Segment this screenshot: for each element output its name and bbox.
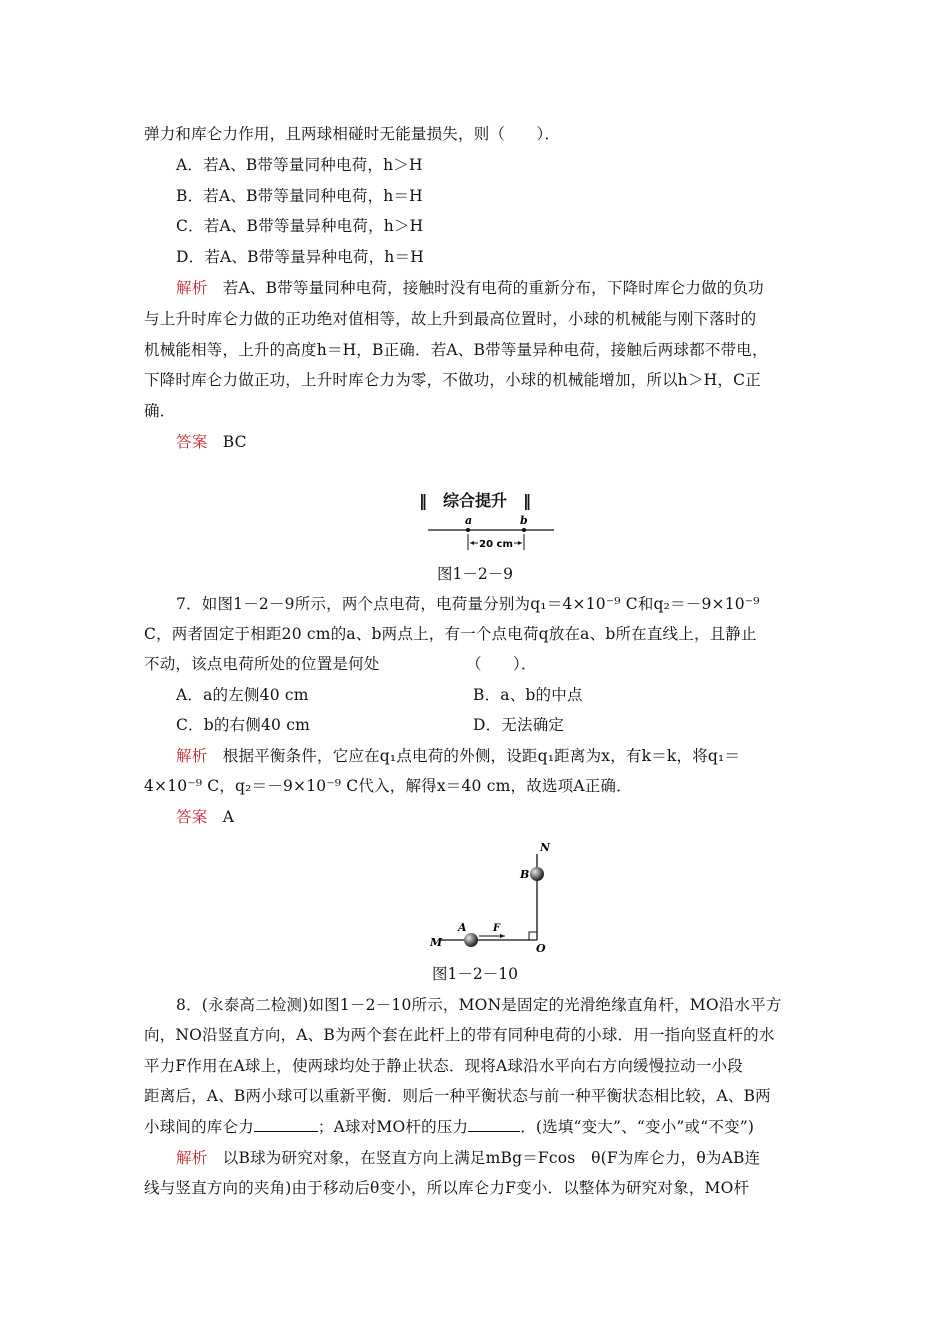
q6-answer-line: [176, 432, 810, 452]
fig9-caption: 图1－2－9: [436, 565, 514, 583]
q6-analysis-line-2: 与上升时库仑力做的正功绝对值相等，故上升到最高位置时，小球的机械能与刚下落时的: [144, 310, 757, 328]
q8-stem-line-5: 小球间的库仑力 ；A球对MO杆的压力 ．(选填“变大”、“变小”或“不变”): [144, 1118, 755, 1136]
q8-stem-line-4: 距离后，A、B两小球可以重新平衡．则后一种平衡状态与前一种平衡状态相比较，A、B两: [144, 1087, 771, 1105]
q6-analysis-line-4: 下降时库仑力做正功，上升时库仑力为零，不做功，小球的机械能增加，所以h＞H，C正: [144, 371, 761, 389]
q7-stem-line-2: C，两者固定于相距20 cm的a、b两点上，有一个点电荷q放在a、b所在直线上，且静止: [144, 625, 757, 643]
fig10-label-n: N: [540, 841, 551, 854]
q6-option-c: C．若A、B带等量异种电荷，h＞H: [176, 217, 424, 235]
fig9-point-b: [522, 528, 526, 532]
fig10-label-f: F: [493, 923, 501, 934]
fig10-right-angle-mark: [529, 932, 537, 940]
q7-answer: A: [222, 808, 235, 826]
fig10-label-m: M: [430, 936, 443, 949]
fig9-label-b: b: [520, 514, 528, 527]
q6-analysis-line-3: 机械能相等，上升的高度h＝H，B正确．若A、B带等量异种电荷，接触后两球都不带电，: [144, 341, 768, 359]
q6-analysis-label: 解析: [176, 279, 208, 297]
fig10-label-b: B: [520, 868, 530, 881]
fig9-distance-label: 20 cm: [479, 539, 513, 550]
q7-analysis-line-1: 解析 根据平衡条件，它应在q₁点电荷的外侧，设距q₁距离为x，有k＝k，将q₁＝: [176, 747, 741, 765]
fig10-label-a: A: [458, 921, 467, 934]
fig9-label-a: a: [465, 514, 473, 527]
section-title: ‖ 综合提升 ‖: [418, 491, 531, 510]
q6-analysis-line-1: 解析 若A、B带等量同种电荷，接触时没有电荷的重新分布，下降时库仑力做的负功: [176, 279, 764, 297]
q7-answer-line: [176, 807, 810, 827]
q8-analysis-line-1: 解析 以B球为研究对象，在竖直方向上满足mBg＝Fcos θ(F为库仑力，θ为AB连: [176, 1149, 761, 1167]
q6-analysis-line-5: 确．: [144, 402, 176, 420]
q7-option-c: C．b的右侧40 cm: [176, 716, 311, 734]
fig9-point-a: [466, 528, 470, 532]
q7-option-b: B．a、b的中点: [473, 686, 583, 704]
fig10-caption: 图1－2－10: [432, 965, 518, 983]
q7-analysis-line-2: 4×10⁻⁹ C，q₂＝－9×10⁻⁹ C代入，解得x＝40 cm，故选项A正确．: [144, 777, 632, 795]
q7-options-row-2: [176, 715, 810, 735]
q6-answer: BC: [222, 433, 247, 451]
figure-1-2-10: [425, 838, 565, 956]
fig10-ball-b: [530, 867, 544, 881]
q6-answer-label: 答案: [176, 433, 208, 451]
fig10-ball-a: [464, 933, 478, 947]
q8-stem-line-3: 平力F作用在A球上，使两球均处于静止状态．现将A球沿水平向右方向缓慢拉动一小段: [144, 1057, 743, 1075]
q6-stem-tail: 弹力和库仑力作用，且两球相碰时无能量损失，则（ ）．: [144, 125, 561, 143]
q6-option-b: B．若A、B带等量同种电荷，h＝H: [176, 187, 423, 205]
figure-1-2-9: [420, 512, 560, 554]
q7-analysis-label: 解析: [176, 747, 208, 765]
q7-option-a: A．a的左侧40 cm: [176, 686, 309, 704]
q7-option-d: D．无法确定: [473, 716, 565, 734]
q8-blank-2[interactable]: [468, 1117, 520, 1132]
fig10-label-o: O: [536, 942, 546, 955]
fig10-force-arrowhead: [500, 934, 505, 938]
q8-analysis-line-2: 线与竖直方向的夹角)由于移动后θ变小，所以库仑力F变小．以整体为研究对象，MO杆: [144, 1179, 750, 1197]
q6-option-d: D．若A、B带等量异种电荷，h＝H: [176, 248, 424, 266]
q8-blank-1[interactable]: [254, 1117, 318, 1132]
q7-stem-line-1: 7．如图1－2－9所示，两个点电荷，电荷量分别为q₁＝4×10⁻⁹ C和q₂＝－9×10⁻⁹: [176, 595, 760, 613]
q8-stem-line-1: 8．(永泰高二检测)如图1－2－10所示，MON是固定的光滑绝缘直角杆，MO沿水平方: [176, 996, 782, 1014]
q7-answer-label: 答案: [176, 808, 208, 826]
fig9-arrow-right: [518, 541, 522, 545]
q8-stem-line-2: 向，NO沿竖直方向，A、B为两个套在此杆上的带有同种电荷的小球．用一指向竖直杆的水: [144, 1026, 775, 1044]
fig9-arrow-left: [470, 541, 474, 545]
q7-options-row-1: [176, 685, 810, 705]
q8-analysis-label: 解析: [176, 1149, 208, 1167]
q6-option-a: A．若A、B带等量同种电荷，h＞H: [176, 156, 423, 174]
q7-stem-line-3: 不动，该点电荷所处的位置是何处 （ ）．: [144, 655, 537, 673]
